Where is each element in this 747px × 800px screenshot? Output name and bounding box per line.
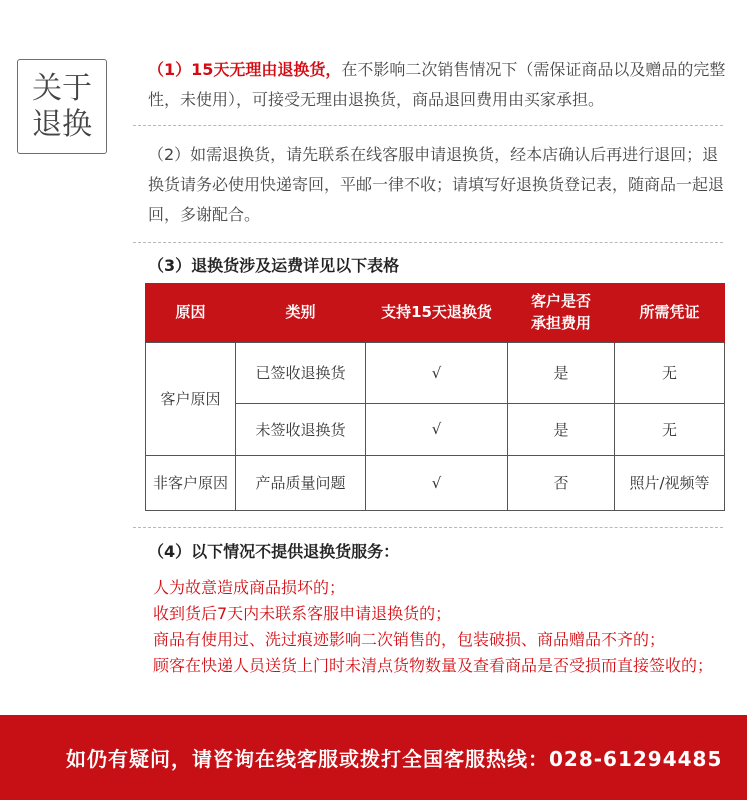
divider bbox=[133, 125, 723, 126]
list-item: 人为故意造成商品损坏的； bbox=[153, 578, 346, 597]
table-heading: （3）退换货涉及运费详见以下表格 bbox=[148, 256, 400, 275]
section-title-box bbox=[17, 59, 107, 154]
divider bbox=[133, 527, 723, 528]
header-reason: 原因 bbox=[146, 283, 236, 342]
list-item: 商品有使用过、洗过痕迹影响二次销售的，包装破损、商品赠品不齐的； bbox=[153, 630, 666, 649]
list-item: 收到货后7天内未联系客服申请退换货的； bbox=[153, 604, 452, 623]
cell-customer-pays: 否 bbox=[508, 455, 615, 510]
cell-customer-pays: 是 bbox=[508, 403, 615, 455]
cell-category: 未签收退换货 bbox=[236, 403, 366, 455]
policy-1-highlight: （1）15天无理由退换货， bbox=[148, 60, 342, 79]
hotline-text: 如仍有疑问，请咨询在线客服或拨打全国客服热线：028-61294485 bbox=[66, 747, 723, 771]
policy-1-text: 在不影响二次销售情况下（需保证商品以及赠品的完整性，未使用），可接受无理由退换货，商品退回费用由买家承担。 bbox=[148, 60, 726, 109]
cell-category: 产品质量问题 bbox=[236, 455, 366, 510]
cell-reason: 客户原因 bbox=[146, 342, 236, 455]
divider bbox=[133, 242, 723, 243]
header-customer-pays bbox=[508, 283, 615, 342]
cell-proof: 无 bbox=[615, 342, 725, 403]
exclusions-list bbox=[153, 575, 733, 679]
header-proof: 所需凭证 bbox=[615, 283, 725, 342]
title-line-1: 关于 bbox=[32, 70, 92, 106]
title-line-2: 退换 bbox=[32, 106, 92, 142]
policy-paragraph-2: （2）如需退换货，请先联系在线客服申请退换货，经本店确认后再进行退回；退换货请务必使用快递寄回，平邮一律不收；请填写好退换货登记表，随商品一起退回，多谢配合。 bbox=[148, 145, 725, 224]
shipping-fee-table bbox=[145, 283, 725, 511]
cell-support: √ bbox=[366, 455, 508, 510]
table-row bbox=[146, 342, 725, 403]
cell-customer-pays: 是 bbox=[508, 342, 615, 403]
table-row bbox=[146, 455, 725, 510]
list-item: 顾客在快递人员送货上门时未清点货物数量及查看商品是否受损而直接签收的； bbox=[153, 656, 714, 675]
table-header-row bbox=[146, 283, 725, 342]
header-support-15-days: 支持15天退换货 bbox=[366, 283, 508, 342]
exclusions-heading: （4）以下情况不提供退换货服务： bbox=[148, 542, 400, 561]
footer-banner bbox=[0, 715, 747, 800]
cell-category: 已签收退换货 bbox=[236, 342, 366, 403]
cell-support: √ bbox=[366, 403, 508, 455]
cell-proof: 照片/视频等 bbox=[615, 455, 725, 510]
policy-paragraph-1 bbox=[148, 55, 728, 115]
cell-support: √ bbox=[366, 342, 508, 403]
cell-reason: 非客户原因 bbox=[146, 455, 236, 510]
header-customer-pays-label: 客户是否承担费用 bbox=[530, 292, 591, 333]
header-category: 类别 bbox=[236, 283, 366, 342]
cell-proof: 无 bbox=[615, 403, 725, 455]
